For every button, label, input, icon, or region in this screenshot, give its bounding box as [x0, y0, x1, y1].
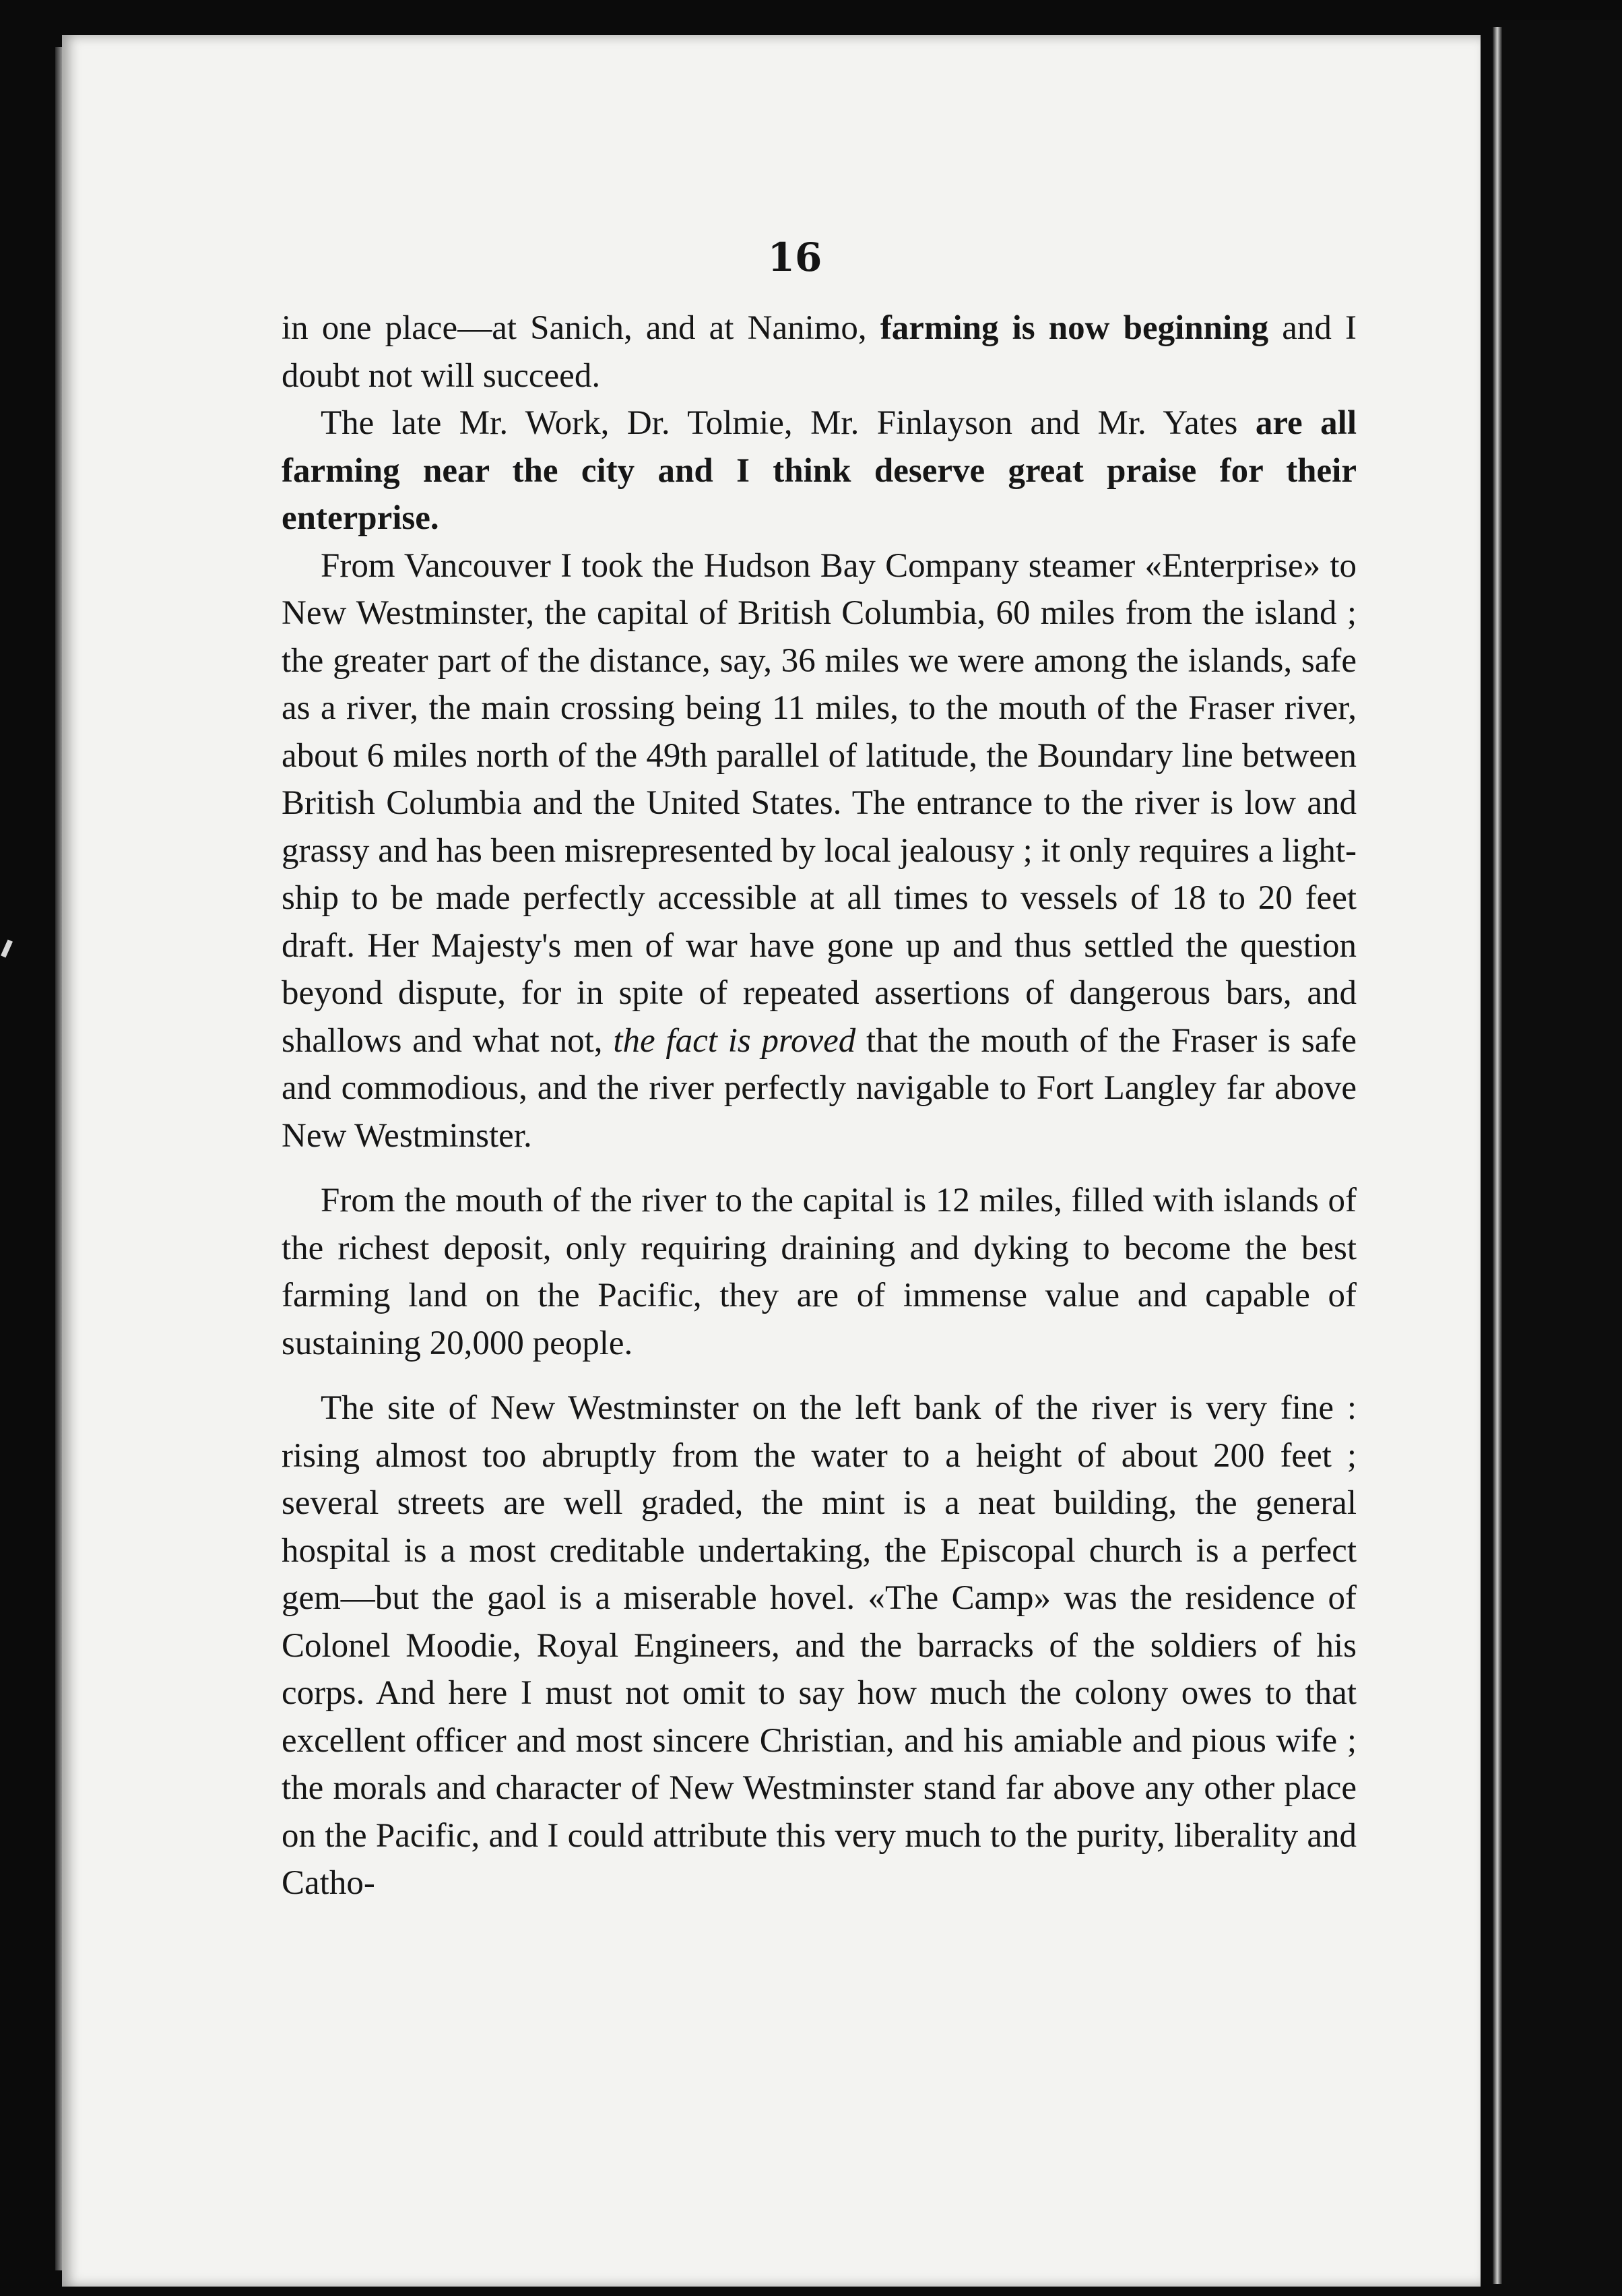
page-number: 16 — [767, 234, 822, 280]
paragraph-4 — [282, 1177, 1357, 1367]
text-run-italic: the fact is proved — [613, 1021, 856, 1060]
adjacent-page-sliver — [1493, 27, 1502, 2284]
text-run: and I doubt not will succeed. — [282, 309, 1357, 395]
paragraph-1 — [282, 305, 1357, 400]
scan-artifact-mark — [1, 939, 13, 957]
page-body-text — [282, 305, 1357, 1907]
text-run-bold: are all farming near the city and I think deserve great praise for their enterprise. — [282, 404, 1357, 537]
text-run: From the mouth of the river to the capital is 12 miles, filled with islands of the richest deposit, only requiring draining and dyking to become the best farming land on the Pacific, they are of immense value and capable of sustaining 20,000 people. — [282, 1182, 1357, 1362]
paragraph-3 — [282, 542, 1357, 1160]
text-run: that the mouth of the Fraser is safe and commodious, and the river perfectly navigable to Fort Langley far above New Westminster. — [282, 1021, 1357, 1155]
text-run-bold: farming is now beginning — [880, 309, 1269, 347]
text-run: The site of New Westminster on the left bank of the river is very fine : rising almost too abruptly from the water to a height of about 200 feet ; several streets are well graded, the mint is a neat building, the general hospital is a most creditable undertaking, the Episcopal church is a perfect gem—but the gaol is a miserable hovel. «The Camp» was the residence of Colonel Moodie, Royal Engineers, and the barracks of the soldiers of his corps. And here I must not omit to say how much the colony owes to that excellent officer and most sincere Christian, and his amiable and pious wife ; the morals and character of New Westminster stand far above any other place on the Pacific, and I could attribute this very much to the purity, liberality and Catho- — [282, 1389, 1357, 1902]
text-run: in one place—at Sanich, and at Nanimo, — [282, 309, 880, 347]
text-run: From Vancouver I took the Hudson Bay Company steamer «Enterprise» to New Westminster, the capital of British Columbia, 60 miles from the island ; the greater part of the distance, say, 36 miles we were among the islands, safe as a river, the main crossing being 11 miles, to the mouth of the Fraser river, about 6 miles north of the 49th parallel of latitude, the Boundary line between British Columbia and the United States. The entrance to the river is low and grassy and has been misrepresented by local jealousy ; it only requires a light-ship to be made perfectly accessible at all times to vessels of 18 to 20 feet draft. Her Majesty's men of war have gone up and thus settled the question beyond dispute, for in spite of repeated assertions of dangerous bars, and shallows and what not, — [282, 546, 1357, 1060]
paragraph-5 — [282, 1384, 1357, 1907]
paragraph-2 — [282, 400, 1357, 542]
adjacent-page-edge — [1490, 20, 1622, 2296]
text-run: The late Mr. Work, Dr. Tolmie, Mr. Finlayson and Mr. Yates — [321, 404, 1256, 442]
